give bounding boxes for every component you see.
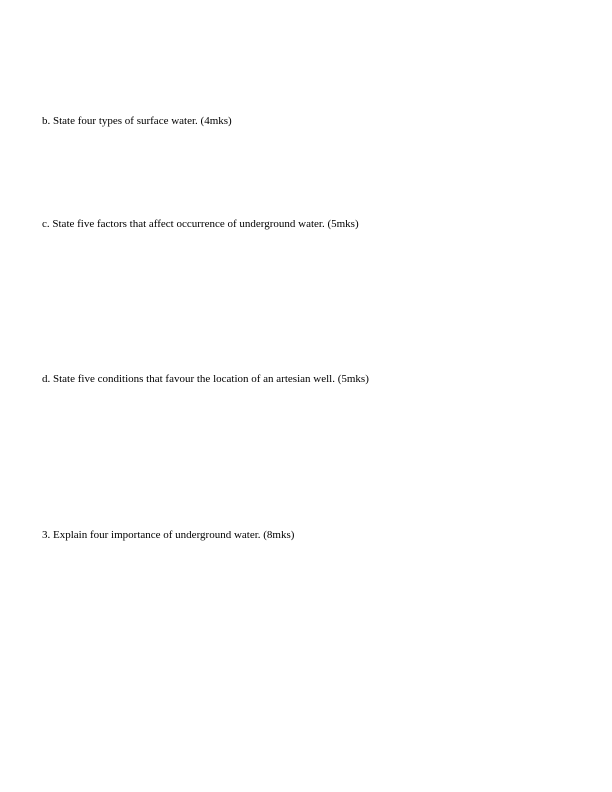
question-b: b. State four types of surface water. (4mks): [42, 115, 232, 127]
question-d: d. State five conditions that favour the location of an artesian well. (5mks): [42, 373, 369, 385]
question-c: c. State five factors that affect occurrence of underground water. (5mks): [42, 218, 359, 230]
question-3: 3. Explain four importance of underground water. (8mks): [42, 529, 295, 541]
